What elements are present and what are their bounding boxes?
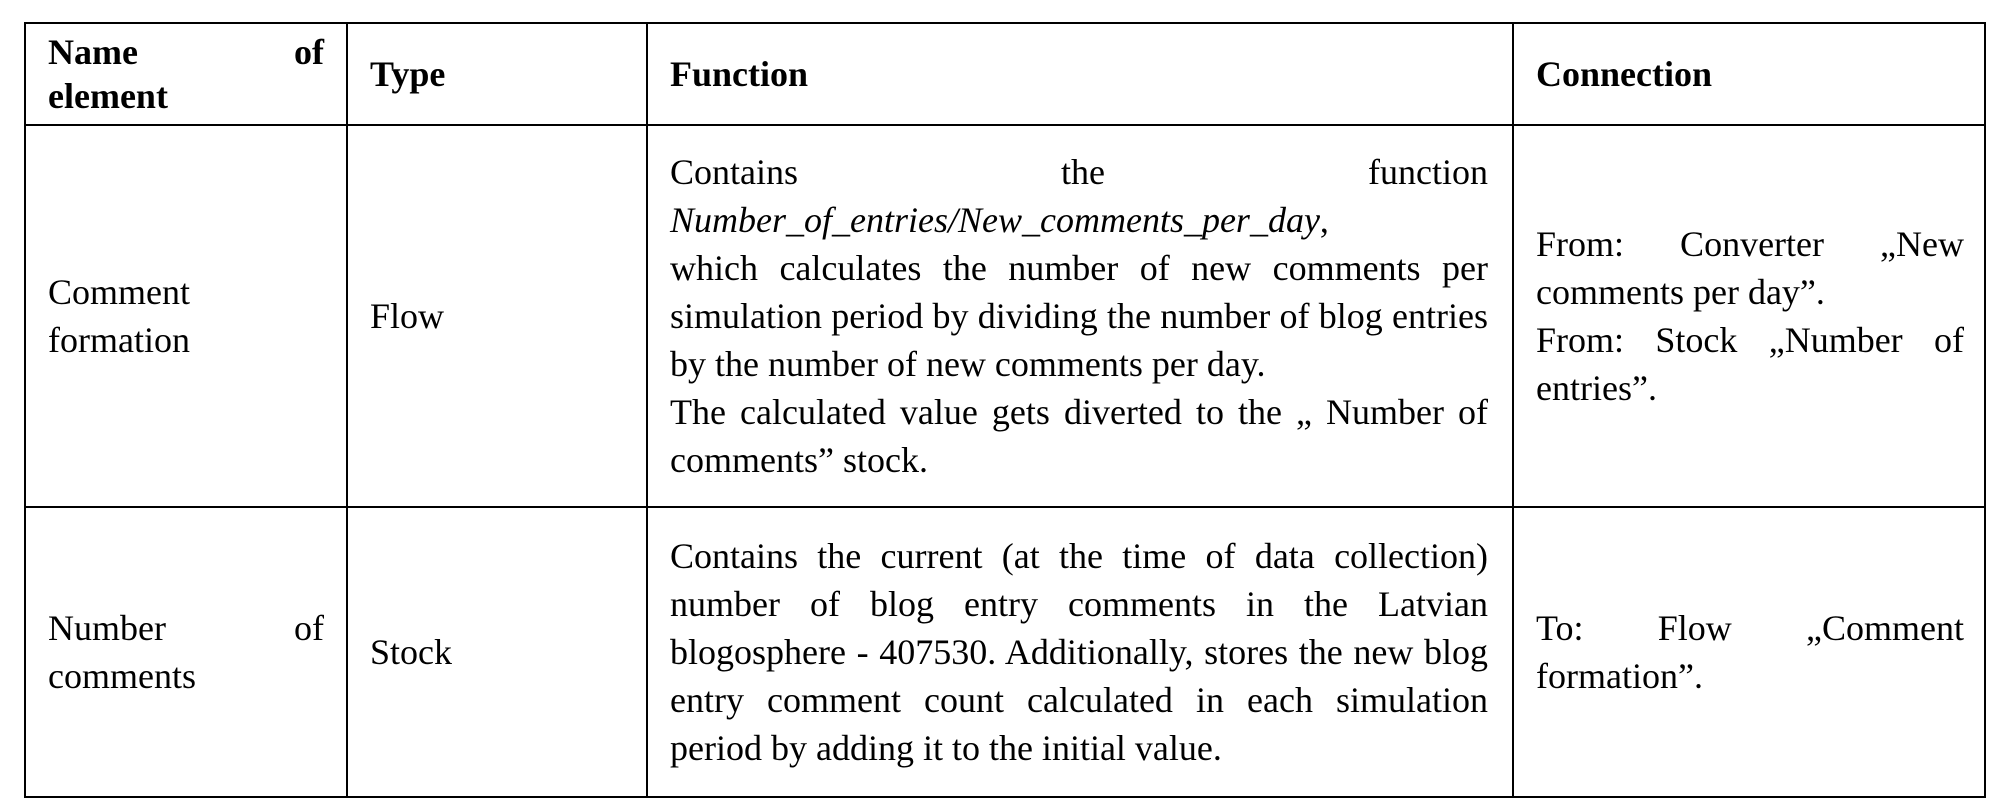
function-body: which calculates the number of new comments per simulation period by dividing the number of blog entries by the number of new comments per day. bbox=[670, 248, 1488, 384]
header-type: Type bbox=[347, 23, 647, 125]
function-line1: Contains the function bbox=[670, 152, 1489, 192]
header-function: Function bbox=[647, 23, 1513, 125]
table-row bbox=[25, 507, 1985, 797]
function-italic-line: Number_of_entries/New_comments_per_day, bbox=[670, 200, 1329, 240]
table-row bbox=[25, 125, 1985, 507]
cell-name: Comment formation bbox=[25, 125, 347, 507]
definition-table bbox=[24, 22, 1986, 798]
cell-function: Contains the current (at the time of data collection) number of blog entry comments in the Latvian blogosphere - 407530. Additionally, stores the new blog entry comment count calculated in each simulation period by adding it to the initial value. bbox=[647, 507, 1513, 797]
header-name-line2: element bbox=[48, 76, 168, 116]
header-name-line1: Name of bbox=[48, 32, 324, 72]
cell-name: Number of comments bbox=[25, 507, 347, 797]
header-name-of-element bbox=[25, 23, 347, 125]
connection-line1: From: Converter „New comments per day”. bbox=[1536, 224, 1964, 312]
function-body2: The calculated value gets diverted to the „ Number of comments” stock. bbox=[670, 392, 1488, 480]
connection-line2: From: Stock „Number of entries”. bbox=[1536, 320, 1964, 408]
header-connection: Connection bbox=[1513, 23, 1985, 125]
cell-function bbox=[647, 125, 1513, 507]
cell-connection bbox=[1513, 125, 1985, 507]
cell-type: Flow bbox=[347, 125, 647, 507]
table-header-row bbox=[25, 23, 1985, 125]
cell-type: Stock bbox=[347, 507, 647, 797]
cell-connection: To: Flow „Comment formation”. bbox=[1513, 507, 1985, 797]
